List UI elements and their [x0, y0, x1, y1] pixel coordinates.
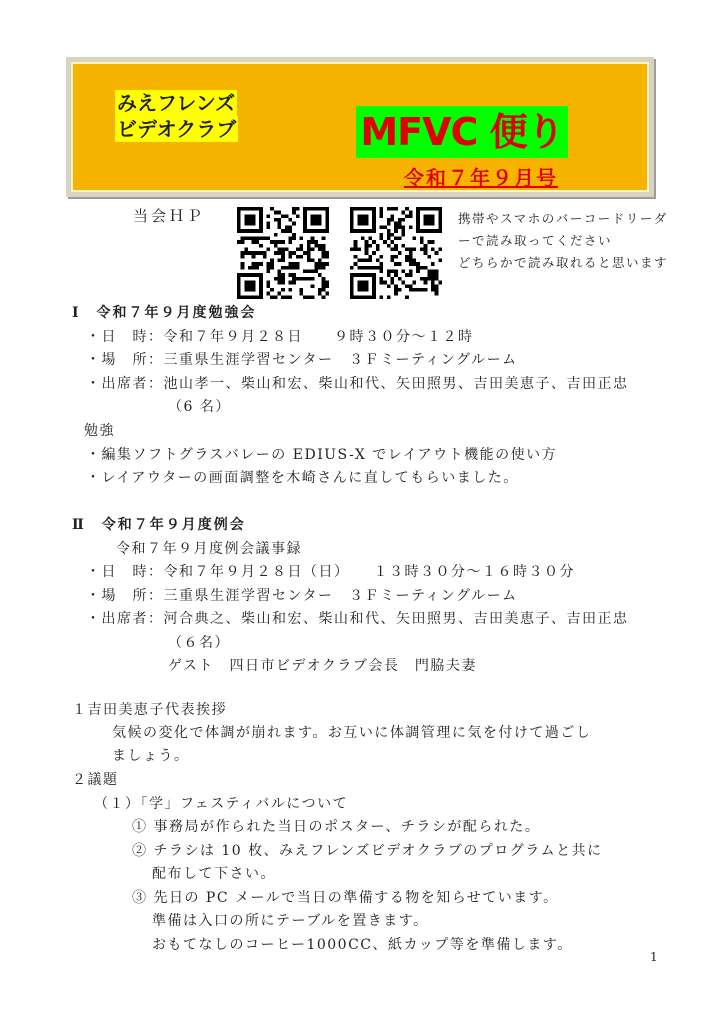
agenda-point: ② チラシは 10 枚、みえフレンズビデオクラブのプログラムと共に	[132, 843, 603, 859]
qr-instructions	[458, 208, 668, 274]
agenda-point: おもてなしのコーヒー1000CC、紙カップ等を準備します。	[152, 937, 573, 953]
section-heading: Ⅱ 令和７年９月度例会	[72, 517, 246, 533]
study-item: ・レイアウターの画面調整を木崎さんに直してもらいました。	[86, 470, 519, 486]
meeting-place: ・場 所：三重県生涯学習センター ３Ｆミーティングルーム	[86, 588, 518, 604]
agenda-point: ① 事務局が作られた当日のポスター、チラシが配られた。	[132, 819, 541, 835]
agenda-point: ③ 先日の PC メールで当日の準備する物を知らせています。	[132, 890, 559, 906]
qr-code-icon	[237, 207, 329, 299]
agenda-point: 配布して下さい。	[152, 866, 276, 882]
agenda-item: ２議題	[72, 772, 119, 788]
study-item: ・編集ソフトグラスバレーの EDIUS-X でレイアウト機能の使い方	[86, 447, 558, 463]
agenda-text: ましょう。	[112, 748, 190, 764]
note-line: ーで読み取ってください	[458, 233, 613, 248]
minutes-title: 令和７年９月度例会議事録	[116, 541, 302, 557]
meeting-place: ・場 所：三重県生涯学習センター ３Ｆミーティングルーム	[86, 352, 518, 368]
club-name-line2: ビデオクラブ	[117, 117, 237, 141]
meeting-datetime: ・日 時：令和７年９月２８日（日） １３時３０分～１６時３０分	[86, 564, 575, 580]
note-line: どちらかで読み取れると思います	[458, 255, 669, 270]
issue-label: 令和７年９月号	[404, 166, 558, 190]
qr-code-icon	[350, 207, 442, 299]
newsletter-title: MFVC 便り	[356, 106, 568, 158]
guest-line: ゲスト 四日市ビデオクラブ会長 門脇夫妻	[168, 658, 477, 674]
section-heading: Ⅰ 令和７年９月度勉強会	[72, 305, 257, 321]
newsletter-banner	[66, 57, 654, 197]
study-label: 勉強	[84, 423, 115, 439]
agenda-text: 気候の変化で体調が崩れます。お互いに体調管理に気を付けて過ごし	[112, 725, 592, 741]
club-name-line1: みえフレンズ	[117, 91, 236, 115]
attendee-list: ・出席者：河合典之、柴山和宏、柴山和代、矢田照男、吉田美恵子、吉田正忠	[86, 611, 629, 627]
agenda-subitem: （１）「学」フェスティバルについて	[94, 796, 349, 812]
meeting-datetime: ・日 時：令和７年９月２８日 ９時３０分～１２時	[86, 329, 474, 345]
hp-label: 当会ＨＰ	[133, 207, 206, 225]
page-number: 1	[650, 950, 658, 964]
agenda-item: １吉田美恵子代表挨拶	[72, 702, 227, 718]
club-name	[115, 90, 238, 142]
attendee-count: （6 名）	[168, 399, 231, 415]
agenda-point: 準備は入口の所にテーブルを置きます。	[152, 913, 429, 929]
note-line: 携帯やスマホのバーコードリーダ	[458, 211, 668, 226]
attendee-list: ・出席者：池山孝一、柴山和宏、柴山和代、矢田照男、吉田美恵子、吉田正忠	[86, 376, 629, 392]
attendee-count: （６名）	[168, 635, 230, 651]
